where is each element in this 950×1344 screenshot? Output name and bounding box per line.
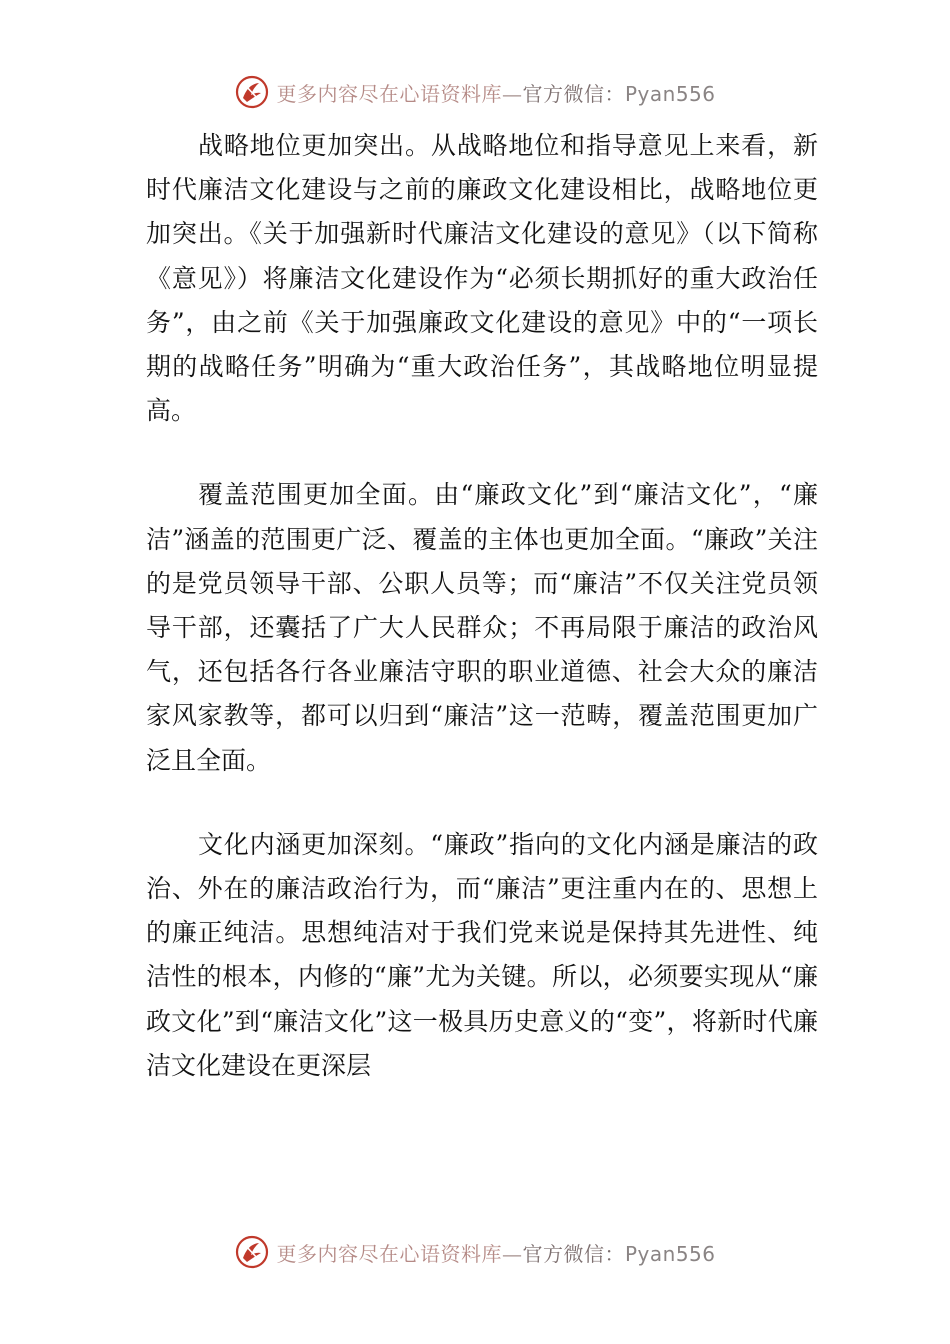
- header-watermark-label: 官方微信：: [522, 81, 625, 106]
- paragraph-cultural-connotation: 文化内涵更加深刻。“廉政”指向的文化内涵是廉洁的政治、外在的廉洁政治行为，而“廉洁”更注重内在的、思想上的廉正纯洁。思想纯洁对于我们党来说是保持其先进性、纯洁性的根本，内修的“廉”尤为关键。所以，必须要实现从“廉政文化”到“廉洁文化”这一极具历史意义的“变”，将新时代廉洁文化建设在更深层: [146, 829, 818, 1080]
- footer-watermark-main: 更多内容尽在心语资料库: [276, 1241, 502, 1266]
- header-watermark-text: [276, 78, 715, 107]
- header-watermark-handle: Pyan556: [624, 81, 716, 106]
- footer-watermark-handle: Pyan556: [624, 1241, 716, 1266]
- footer-watermark-separator: —: [501, 1241, 523, 1266]
- paragraph-coverage-scope: 覆盖范围更加全面。由“廉政文化”到“廉洁文化”，“廉洁”涵盖的范围更广泛、覆盖的主体也更加全面。“廉政”关注的是党员领导干部、公职人员等；而“廉洁”不仅关注党员领导干部，还囊括了广大人民群众；不再局限于廉洁的政治风气，还包括各行各业廉洁守职的职业道德、社会大众的廉洁家风家教等，都可以归到“廉洁”这一范畴，覆盖范围更加广泛且全面。: [146, 480, 818, 775]
- header-watermark-separator: —: [501, 81, 523, 106]
- paragraph-strategic-position: 战略地位更加突出。从战略地位和指导意见上来看，新时代廉洁文化建设与之前的廉政文化建设相比，战略地位更加突出。《关于加强新时代廉洁文化建设的意见》（以下简称《意见》）将廉洁文化建设作为“必须长期抓好的重大政治任务”，由之前《关于加强廉政文化建设的意见》中的“一项长期的战略任务”明确为“重大政治任务”，其战略地位明显提高。: [146, 131, 818, 426]
- footer-watermark-banner: [0, 1232, 950, 1272]
- brand-logo-icon: [234, 1234, 270, 1270]
- header-watermark-main: 更多内容尽在心语资料库: [276, 81, 502, 106]
- footer-watermark-label: 官方微信：: [522, 1241, 625, 1266]
- header-watermark-banner: [0, 72, 950, 112]
- brand-logo-icon: [234, 74, 270, 110]
- footer-watermark-text: [276, 1238, 715, 1267]
- document-body: [146, 124, 818, 1128]
